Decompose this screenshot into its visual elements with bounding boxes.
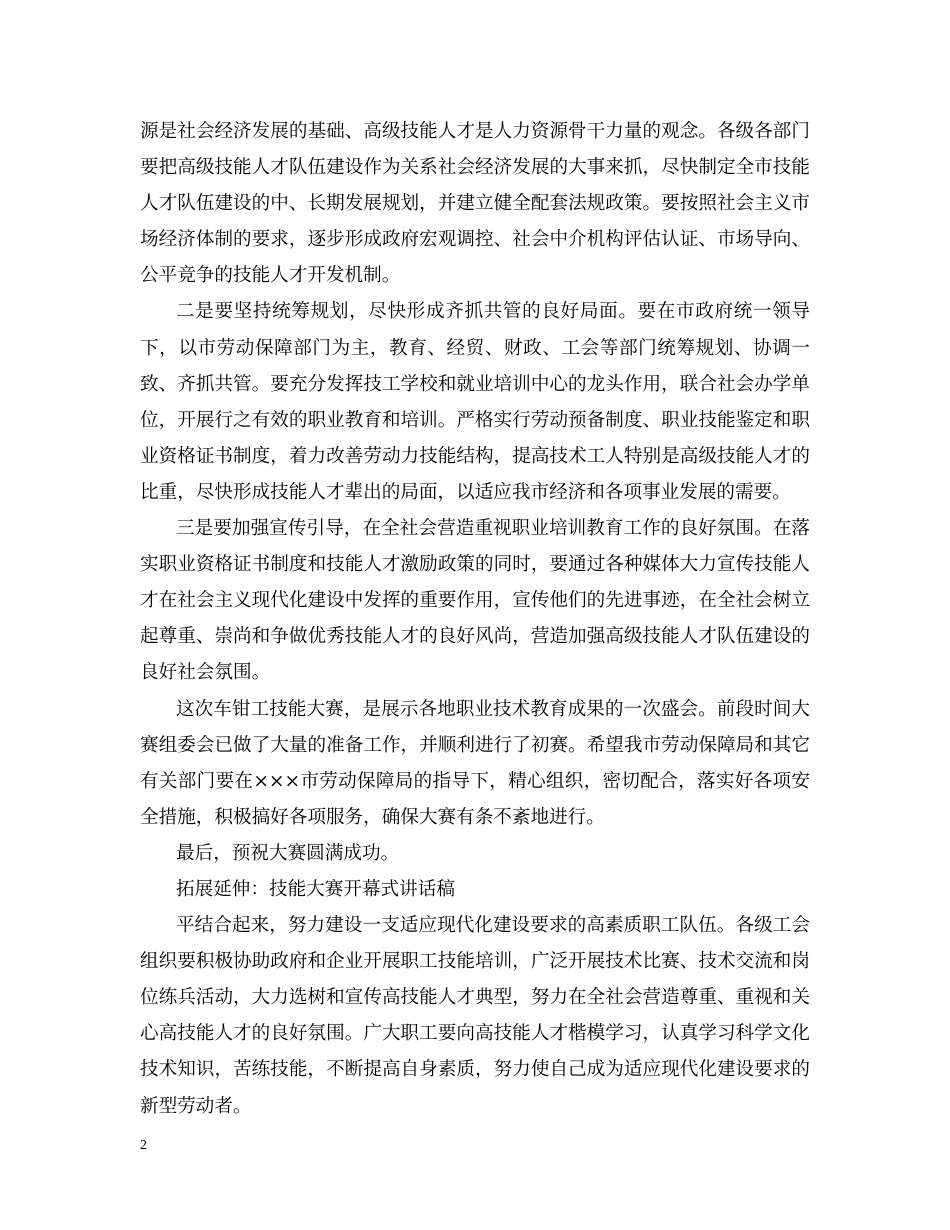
paragraph-point-two: 二是要坚持统筹规划，尽快形成齐抓共管的良好局面。要在市政府统一领导下，以市劳动保障部门为主，教育、经贸、财政、工会等部门统筹规划、协调一致、齐抓共管。要充分发挥技工学校和就业培训中心的龙头作用，联合社会办学单位，开展行之有效的职业教育和培训。严格实行劳动预备制度、职业技能鉴定和职业资格证书制度，着力改善劳动力技能结构，提高技术工人特别是高级技能人才的比重，尽快形成技能人才辈出的局面，以适应我市经济和各项事业发展的需要。 [140, 301, 810, 503]
page-number: 2 [140, 1138, 147, 1153]
document-body [140, 114, 810, 1125]
paragraph-closing: 最后，预祝大赛圆满成功。 [176, 842, 400, 864]
paragraph-extension-body: 平结合起来，努力建设一支适应现代化建设要求的高素质职工队伍。各级工会组织要积极协助政府和企业开展职工技能培训，广泛开展技术比赛、技术交流和岗位练兵活动，大力选树和宣传高技能人才典型，努力在全社会营造尊重、重视和关心高技能人才的良好氛围。广大职工要向高技能人才楷模学习，认真学习科学文化技术知识，苦练技能，不断提高自身素质，努力使自己成为适应现代化建设要求的新型劳动者。 [140, 915, 810, 1117]
paragraph-intro-continuation: 源是社会经济发展的基础、高级技能人才是人力资源骨干力量的观念。各级各部门要把高级技能人才队伍建设作为关系社会经济发展的大事来抓，尽快制定全市技能人才队伍建设的中、长期发展规划，并建立健全配套法规政策。要按照社会主义市场经济体制的要求，逐步形成政府宏观调控、社会中介机构评估认证、市场导向、公平竞争的技能人才开发机制。 [140, 121, 810, 287]
paragraph-competition: 这次车钳工技能大赛，是展示各地职业技术教育成果的一次盛会。前段时间大赛组委会已做了大量的准备工作，并顺利进行了初赛。希望我市劳动保障局和其它有关部门要在×××市劳动保障局的指导下，精心组织，密切配合，落实好各项安全措施，积极搞好各项服务，确保大赛有条不紊地进行。 [140, 698, 810, 828]
paragraph-point-three: 三是要加强宣传引导，在全社会营造重视职业培训教育工作的良好氛围。在落实职业资格证书制度和技能人才激励政策的同时，要通过各种媒体大力宣传技能人才在社会主义现代化建设中发挥的重要作用，宣传他们的先进事迹，在全社会树立起尊重、崇尚和争做优秀技能人才的良好风尚，营造加强高级技能人才队伍建设的良好社会氛围。 [140, 518, 810, 684]
paragraph-extension-heading: 拓展延伸：技能大赛开幕式讲话稿 [176, 878, 455, 900]
